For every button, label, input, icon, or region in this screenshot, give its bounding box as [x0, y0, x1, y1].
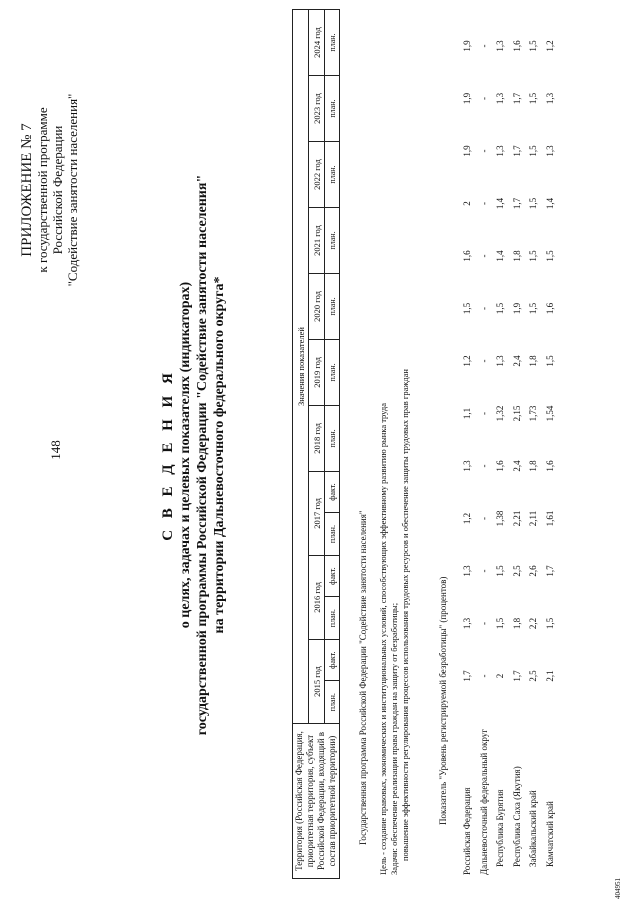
- row-value: 1,54: [544, 405, 555, 422]
- row-value: 1,2: [462, 355, 472, 367]
- title-line: государственной программы Российской Федерации "Содействие занятости населения": [195, 174, 210, 736]
- row-value: 2,21: [511, 510, 522, 527]
- row-value: 1,4: [544, 197, 555, 210]
- row-value: 1,3: [462, 617, 472, 630]
- row-value: 1,5: [495, 617, 505, 630]
- appendix-title: ПРИЛОЖЕНИЕ № 7: [19, 123, 35, 257]
- row-value: 1,5: [544, 355, 555, 367]
- row-value: 1,5: [528, 302, 538, 315]
- row-value: 2,15: [511, 405, 522, 422]
- row-value: 1,5: [544, 250, 555, 262]
- table-row: [477, 9, 494, 879]
- row-value: 1,5: [462, 302, 472, 315]
- row-value: 2,5: [511, 565, 522, 577]
- row-territory: Республика Бурятия: [495, 789, 505, 867]
- row-value: 1,7: [511, 92, 522, 105]
- sub-header: план.: [325, 597, 340, 640]
- year-header: 2020 год: [309, 273, 325, 339]
- table-row: [510, 9, 527, 879]
- row-value: 1,9: [462, 40, 472, 52]
- row-value: 2,4: [511, 355, 522, 367]
- row-value: 1,3: [544, 92, 555, 105]
- indicator-title: Показатель "Уровень регистрируемой безработицы" (процентов): [438, 576, 448, 825]
- row-territory: Дальневосточный федеральный округ: [478, 729, 489, 875]
- row-value: 1,5: [528, 197, 538, 210]
- row-value: 1,3: [544, 145, 555, 157]
- row-value: 1,61: [544, 510, 555, 527]
- row-value: 1,5: [528, 145, 538, 157]
- row-territory: Республика Саха (Якутия): [511, 766, 522, 867]
- table-row: [460, 9, 477, 879]
- row-value: 1,4: [495, 250, 505, 262]
- row-value: 1,5: [544, 617, 555, 630]
- sub-header: факт.: [325, 639, 340, 680]
- row-value: 1,8: [511, 617, 522, 630]
- row-value: 2,11: [528, 510, 538, 527]
- row-value: 1,5: [495, 302, 505, 315]
- row-value: 1,3: [495, 145, 505, 157]
- appendix-line: "Содействие занятости населения": [65, 93, 80, 287]
- row-value: -: [478, 412, 489, 415]
- program-line: Государственная программа Российской Федерации "Содействие занятости населения": [358, 510, 368, 845]
- data-rows: [460, 9, 559, 879]
- sub-header: план.: [325, 339, 340, 405]
- row-value: 1,9: [511, 302, 522, 315]
- row-value: 1,4: [495, 197, 505, 210]
- row-value: 1,7: [511, 197, 522, 210]
- row-value: -: [478, 97, 489, 100]
- sub-header: факт.: [325, 471, 340, 512]
- row-value: 2,5: [528, 670, 538, 682]
- row-value: 1,32: [495, 405, 505, 422]
- year-header: 2023 год: [309, 76, 325, 142]
- row-territory: Забайкальский край: [528, 790, 538, 867]
- row-value: 1,3: [495, 40, 505, 52]
- row-value: 1,3: [462, 460, 472, 472]
- year-header: 2019 год: [309, 339, 325, 405]
- row-value: 1,7: [511, 145, 522, 157]
- row-value: 1,2: [544, 40, 555, 52]
- year-header: 2017 год: [309, 471, 325, 555]
- row-value: 1,9: [462, 92, 472, 105]
- year-header: 2018 год: [309, 405, 325, 471]
- row-value: 2,4: [511, 460, 522, 472]
- row-value: 1,3: [495, 355, 505, 367]
- row-value: -: [478, 569, 489, 573]
- row-value: 1,6: [544, 302, 555, 315]
- year-header: 2016 год: [309, 555, 325, 639]
- row-value: 1,5: [495, 565, 505, 577]
- row-value: 1,3: [495, 92, 505, 105]
- row-value: -: [478, 149, 489, 153]
- year-header: 2015 год: [309, 639, 325, 723]
- task-text: Задачи: обеспечение реализации права граждан на защиту от безработицы;: [389, 602, 399, 875]
- sub-header: план.: [325, 76, 340, 142]
- row-value: 1,8: [528, 460, 538, 472]
- year-header: 2024 год: [309, 10, 325, 76]
- table-row: [493, 9, 510, 879]
- row-value: 1,5: [528, 92, 538, 105]
- year-header: 2021 год: [309, 207, 325, 273]
- row-value: 1,6: [544, 460, 555, 472]
- row-value: 1,5: [528, 40, 538, 52]
- row-value: 2: [495, 673, 505, 679]
- appendix-header: [20, 40, 80, 340]
- row-value: 2: [462, 201, 472, 206]
- row-value: 1,2: [462, 512, 472, 525]
- row-value: 1,73: [528, 405, 538, 422]
- territory-header: Территория (Российская Федерация, приоритетная территория, субъект Российской Федерации, входящий в состав приоритетной территории): [293, 724, 340, 879]
- table-row: [543, 9, 560, 879]
- row-value: 1,8: [511, 250, 522, 262]
- indicator-table-header: [292, 9, 340, 879]
- row-value: 1,7: [511, 670, 522, 682]
- sub-header: план.: [325, 405, 340, 471]
- goal-text: Цель - создание правовых, экономических и институциональных условий, способствующих эффективному развитию рынка труда: [378, 403, 388, 875]
- footer-code: 404951: [614, 878, 622, 899]
- row-value: -: [478, 674, 489, 678]
- goals-block: [378, 175, 411, 875]
- sub-header: план.: [325, 10, 340, 76]
- row-value: 1,1: [462, 407, 472, 420]
- document-title: [160, 155, 228, 755]
- row-value: 1,8: [528, 355, 538, 367]
- row-value: -: [478, 622, 489, 625]
- row-value: -: [478, 464, 489, 468]
- row-value: 1,9: [462, 145, 472, 157]
- row-territory: Российская Федерация: [462, 787, 472, 875]
- title-line: о целях, задачах и целевых показателях (индикаторах): [178, 281, 193, 629]
- row-value: -: [478, 254, 489, 258]
- row-value: 1,7: [544, 565, 555, 577]
- row-value: -: [478, 359, 489, 363]
- row-value: 1,6: [495, 460, 505, 472]
- row-value: 1,5: [528, 250, 538, 262]
- row-value: -: [478, 44, 489, 48]
- row-value: 1,7: [462, 670, 472, 682]
- row-value: -: [478, 202, 489, 205]
- sub-header: план.: [325, 513, 340, 556]
- table-row: [526, 9, 543, 879]
- sub-header: план.: [325, 273, 340, 339]
- sub-header: план.: [325, 207, 340, 273]
- row-value: 1,3: [462, 565, 472, 577]
- appendix-line: Российской Федерации: [50, 125, 65, 255]
- title-heading: С В Е Д Е Н И Я: [160, 369, 176, 541]
- row-value: -: [478, 517, 489, 520]
- title-line: на территории Дальневосточного федерального округа*: [212, 276, 227, 634]
- row-value: 2,2: [528, 617, 538, 630]
- row-value: 1,38: [495, 510, 505, 527]
- row-value: 1,6: [511, 40, 522, 52]
- task-text: повышение эффективности регулирования процессов использования трудовых ресурсов и обеспечение защиты трудовых прав граждан: [400, 369, 410, 861]
- row-value: 2,1: [544, 670, 555, 682]
- sub-header: факт.: [325, 555, 340, 596]
- row-value: 2,6: [528, 565, 538, 577]
- row-territory: Камчатский край: [544, 801, 555, 867]
- row-value: 1,6: [462, 250, 472, 262]
- appendix-line: к государственной программе: [35, 107, 50, 273]
- page-number: 148: [48, 440, 63, 460]
- row-value: -: [478, 307, 489, 310]
- year-header: 2022 год: [309, 142, 325, 208]
- values-header: Значения показателей: [293, 10, 309, 724]
- sub-header: план.: [325, 681, 340, 724]
- sub-header: план.: [325, 142, 340, 208]
